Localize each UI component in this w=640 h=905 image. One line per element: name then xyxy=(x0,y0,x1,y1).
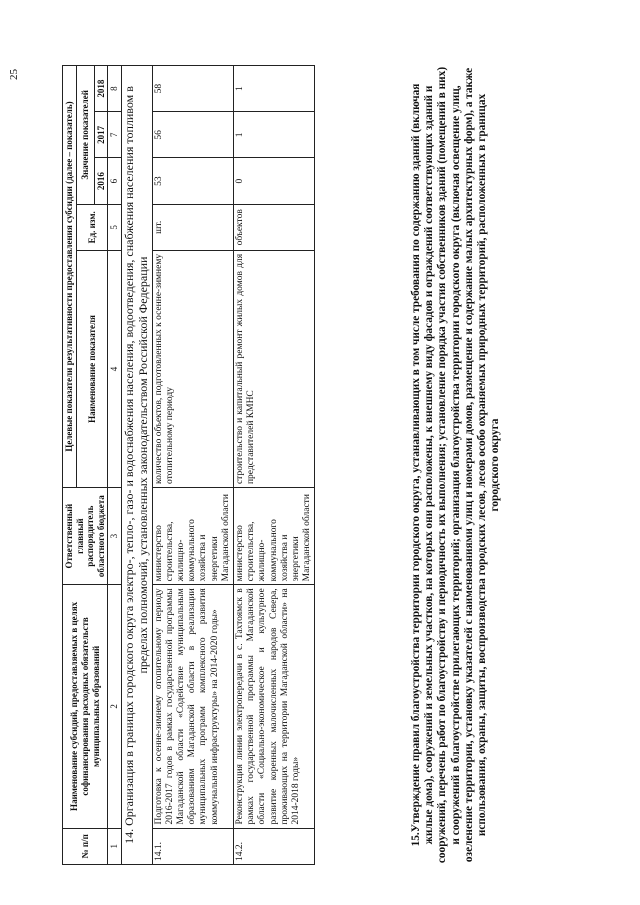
index-cell: 1 xyxy=(108,828,122,864)
header-subsidy-name: Наименование субсидий, предоставляемых в целях софинансирования расходных обязательств муниципальных образований xyxy=(63,585,108,828)
index-cell: 6 xyxy=(108,158,122,204)
page-number: 25 xyxy=(8,69,20,80)
header-indicator-name: Наименование показателя xyxy=(76,250,108,487)
section-title: 14. Организация в границах городского округа электро-, тепло-, газо- и водоснабжения населения, водоотведения, снабжения населения топливом в пределах полномочий, установленных законодательством Российской Федерации xyxy=(122,66,153,865)
row-value-2017: 56 xyxy=(152,112,233,158)
row-value-2018: 1 xyxy=(234,66,315,112)
row-indicator: количество объектов, подготовленных к осенне-зимнему отопительному периоду xyxy=(152,250,233,487)
index-cell: 7 xyxy=(108,112,122,158)
header-values-group: Значение показателей xyxy=(76,66,94,205)
index-cell: 4 xyxy=(108,250,122,487)
row-number: 14.2. xyxy=(234,828,315,864)
index-cell: 8 xyxy=(108,66,122,112)
row-value-2018: 58 xyxy=(152,66,233,112)
row-value-2016: 53 xyxy=(152,158,233,204)
row-value-2017: 1 xyxy=(234,112,315,158)
index-row xyxy=(108,66,122,865)
section-15-heading: 15.Утверждение правил благоустройства территории городского округа, устанавливающих в том числе требования по содержанию зданий (включая жилые дома), сооружений и земельных участков, на которых они расположены, к внешнему виду фасадов и ограждений соответствующих зданий и сооружений, перечень работ по благоустройству и периодичность их выполнения; установление порядка участия собственников зданий (помещений в них) и сооружений в благоустройстве прилегающих территорий; организация благоустройства территории городского округа (включая освещение улиц, озеленение территории, установку указателей с наименованиями улиц и номерами домов, размещение и содержание малых архитектурных форм), а также использования, охраны, защиты, воспроизводства городских лесов, лесов особо охраняемых природных территорий, расположенных в границах городского округа xyxy=(410,66,502,864)
row-subsidy-name: Реконструкция линии электропередачи в с. Тахтоямск в рамках государственной программы Магаданской области «Социально-экономическое и культурное развитие коренных малочисленных народов Севера, проживающих на территории Магаданской области» на 2014-2018 годы» xyxy=(234,585,315,828)
row-unit: объектов xyxy=(234,204,315,250)
index-cell: 3 xyxy=(108,488,122,585)
row-unit: шт. xyxy=(152,204,233,250)
row-subsidy-name: Подготовка к осенне-зимнему отопительному периоду 2016-2017 годов в рамках государственной программы Магаданской области «Содействие муниципальным образованиям Магаданской области в реализации муниципальных программ комплексного развития коммунальной инфраструктуры» на 2014-2020 годы» xyxy=(152,585,233,828)
header-2017: 2017 xyxy=(94,112,108,158)
header-unit: Ед. изм. xyxy=(76,204,108,250)
header-row-1 xyxy=(63,66,77,865)
row-responsible: министерство строительства, жилищно-коммунального хозяйства и энергетики Магаданской области xyxy=(152,488,233,585)
header-indicators-group: Целевые показатели результативности предоставления субсидии (далее – показатель) xyxy=(63,66,77,488)
table-row xyxy=(234,66,315,865)
header-2018: 2018 xyxy=(94,66,108,112)
row-responsible: министерство строительства, жилищно-коммунального хозяйства и энергетики Магаданской области xyxy=(234,488,315,585)
header-2016: 2016 xyxy=(94,158,108,204)
row-value-2016: 0 xyxy=(234,158,315,204)
table-row xyxy=(152,66,233,865)
row-number: 14.1. xyxy=(152,828,233,864)
subsidy-table xyxy=(62,65,315,865)
section-row xyxy=(122,66,153,865)
index-cell: 5 xyxy=(108,204,122,250)
index-cell: 2 xyxy=(108,585,122,828)
row-indicator: строительство и капитальный ремонт жилых домов для представителей КМНС xyxy=(234,250,315,487)
header-responsible: Ответственный главный распорядитель областного бюджета xyxy=(63,488,108,585)
header-num: № п/п xyxy=(63,828,108,864)
